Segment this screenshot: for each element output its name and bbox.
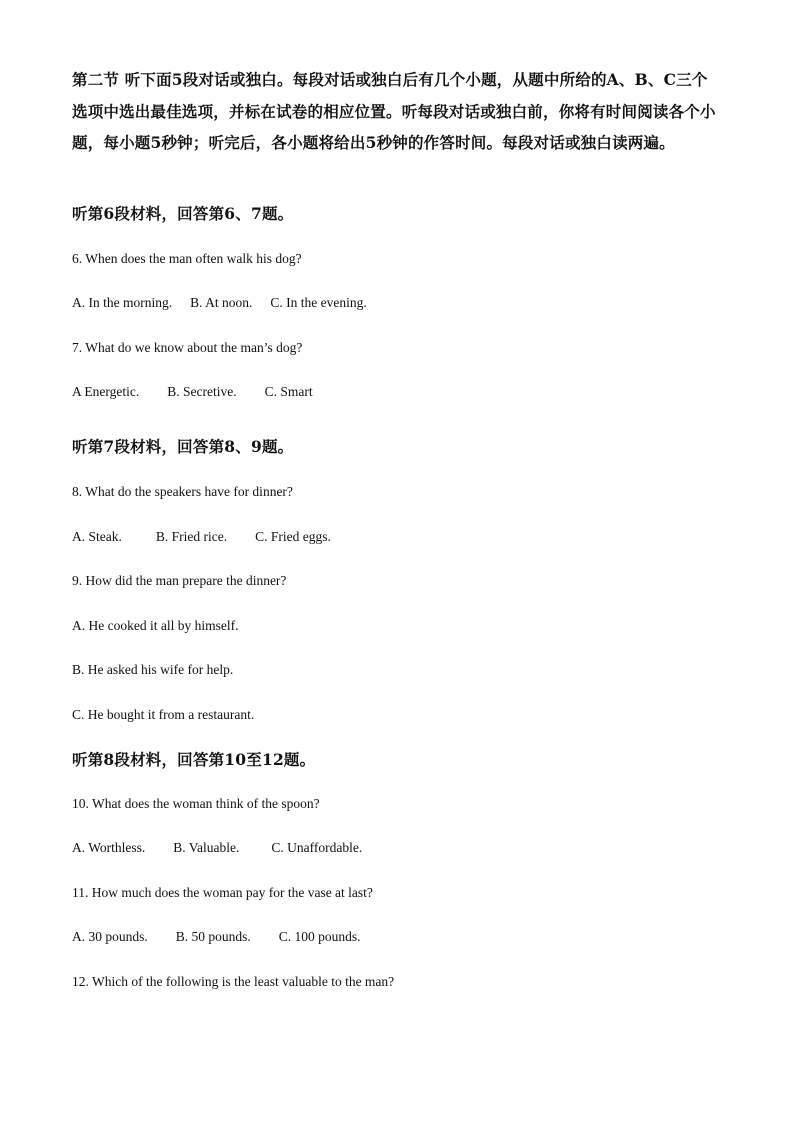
group-heading-6: 听第6段材料，回答第6、7题。: [72, 204, 294, 223]
question-6-stem: 6. When does the man often walk his dog?: [72, 251, 302, 266]
question-11-stem: 11. How much does the woman pay for the vase at last?: [72, 885, 373, 900]
question-7-options: [72, 382, 313, 402]
question-9-stem: 9. How did the man prepare the dinner?: [72, 573, 287, 588]
option-c[interactable]: C. 100 pounds.: [278, 929, 361, 944]
option-a[interactable]: A. Worthless.: [72, 840, 146, 855]
question-8-stem: 8. What do the speakers have for dinner?: [72, 484, 293, 499]
option-a[interactable]: A. 30 pounds.: [72, 929, 148, 944]
question-11-options: [72, 927, 361, 947]
option-c[interactable]: C. Unaffordable.: [271, 840, 363, 855]
question-9-option-a[interactable]: A. He cooked it all by himself.: [72, 618, 239, 633]
group-heading-7: 听第7段材料，回答第8、9题。: [72, 437, 294, 456]
option-a[interactable]: A Energetic.: [72, 384, 140, 399]
option-c[interactable]: C. Smart: [264, 384, 313, 399]
option-b[interactable]: B. Fried rice.: [155, 529, 228, 544]
question-9-option-b[interactable]: B. He asked his wife for help.: [72, 662, 234, 677]
option-a[interactable]: A. In the morning.: [72, 295, 173, 310]
option-b[interactable]: B. Valuable.: [173, 840, 240, 855]
option-c[interactable]: C. Fried eggs.: [255, 529, 331, 544]
option-b[interactable]: B. Secretive.: [167, 384, 237, 399]
option-b[interactable]: B. At noon.: [190, 295, 253, 310]
group-heading-8: 听第8段材料，回答第10至12题。: [72, 750, 316, 769]
question-12-stem: 12. Which of the following is the least valuable to the man?: [72, 974, 395, 989]
question-10-options: [72, 838, 362, 858]
question-10-stem: 10. What does the woman think of the spoon?: [72, 796, 320, 811]
question-6-options: [72, 293, 367, 313]
option-a[interactable]: A. Steak.: [72, 529, 122, 544]
section-instructions: 第二节 听下面5段对话或独白。每段对话或独白后有几个小题，从题中所给的A、B、C三个选项中选出最佳选项，并标在试卷的相应位置。听每段对话或独白前，你将有时间阅读各个小题，每小题5秒钟；听完后，各小题将给出5秒钟的作答时间。每段对话或独白读两遍。: [72, 70, 716, 152]
option-c[interactable]: C. In the evening.: [270, 295, 367, 310]
question-7-stem: 7. What do we know about the man’s dog?: [72, 340, 303, 355]
question-9-option-c[interactable]: C. He bought it from a restaurant.: [72, 707, 255, 722]
question-8-options: [72, 527, 331, 547]
option-b[interactable]: B. 50 pounds.: [175, 929, 251, 944]
